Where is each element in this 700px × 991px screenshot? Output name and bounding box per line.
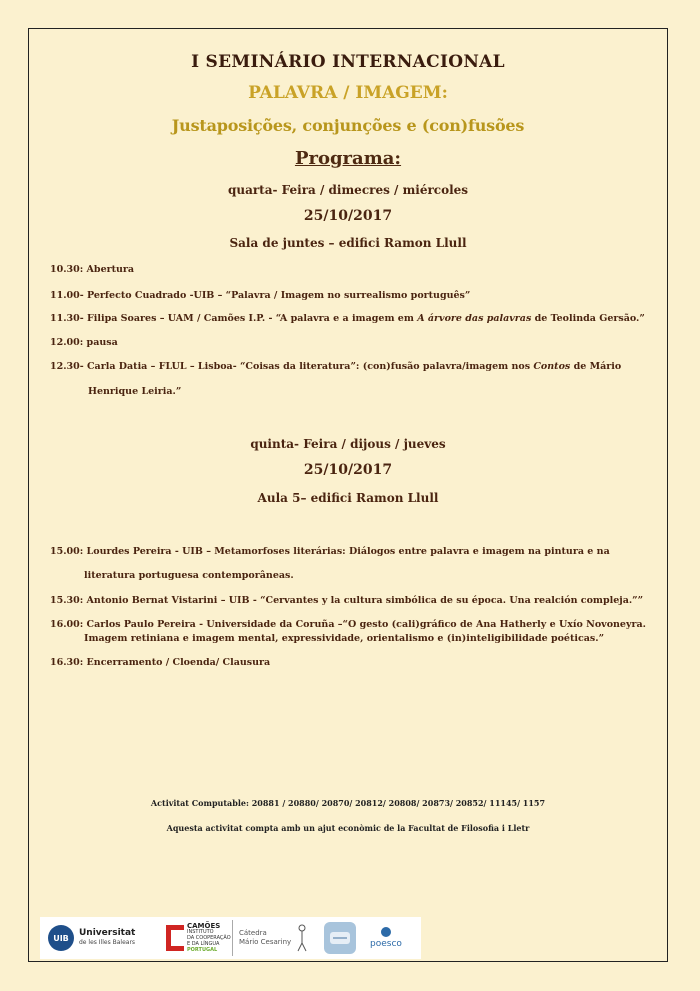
uib-subname: de les Illes Balears	[79, 939, 136, 946]
camoes-c-icon	[166, 925, 184, 951]
day1-item-soares: 11.30- Filipa Soares – UAM / Camões I.P. - “A palavra e a imagem em A árvore das palavras de Teolinda Gersão.”	[50, 313, 645, 324]
theme-title: PALAVRA / IMAGEM:	[248, 83, 448, 103]
day2-weekday: quinta- Feira / dijous / jueves	[250, 437, 446, 451]
figure-icon	[295, 923, 309, 953]
day1-item-cuadrado: 11.00- Perfecto Cuadrado -UIB – “Palavra / Imagem no surrealismo português”	[50, 290, 471, 301]
catedra-line2: Mário Cesariny	[239, 938, 292, 946]
computable-codes: Activitat Computable: 20881 / 20880/ 20870/ 20812/ 20808/ 20873/ 20852/ 11145/ 1157	[150, 798, 546, 808]
day2-item-pereira-cont: literatura portuguesa contemporâneas.	[84, 570, 294, 581]
day1-date: 25/10/2017	[303, 208, 393, 224]
day1-item-datia: 12.30- Carla Datia – FLUL – Lisboa- “Coisas da literatura”: (con)fusão palavra/imagem nos Contos de Mário	[50, 361, 622, 372]
day2-item-carlos-cont: Imagem retiniana e imagem mental, expressividade, orientalismo e (in)inteligibilidade poéticas.”	[84, 633, 605, 644]
camoes-sub1: INSTITUTO	[187, 929, 214, 935]
poesco-name: poesco	[370, 939, 402, 949]
day1-item-opening: 10.30: Abertura	[50, 264, 135, 275]
seminar-title: I SEMINÁRIO INTERNACIONAL	[191, 52, 505, 72]
uib-name: Universitat	[79, 928, 136, 938]
catedra-line1: Cátedra	[239, 929, 267, 937]
day2-venue: Aula 5– edifici Ramon Llull	[257, 491, 439, 505]
uib-logo	[40, 920, 160, 956]
day1-item-datia-cont: Henrique Leiria.”	[88, 386, 182, 397]
camoes-logo	[160, 920, 232, 956]
day2-item-bernat: 15.30: Antonio Bernat Vistarini – UIB - “Cervantes y la cultura simbólica de su época. Una realción compleja.””	[50, 595, 644, 606]
day2-item-carlos: 16.00: Carlos Paulo Pereira - Universidade da Coruña –“O gesto (cali)gráfico de Ana Hatherly e Uxío Novoneyra.	[50, 619, 646, 630]
poesco-logo	[370, 927, 402, 949]
catedra-logo	[232, 920, 312, 956]
theme-subtitle: Justaposições, conjunções e (con)fusões	[171, 116, 525, 135]
poesco-dot-icon	[381, 927, 391, 937]
day2-item-pereira: 15.00: Lourdes Pereira - UIB – Metamorfoses literárias: Diálogos entre palavra e imagem na pintura e na	[50, 546, 610, 557]
partner-badge-icon	[324, 922, 356, 954]
day2-item-closing: 16.30: Encerramento / Cloenda/ Clausura	[50, 657, 271, 668]
day1-venue: Sala de juntes – edifici Ramon Llull	[229, 236, 467, 250]
day1-weekday: quarta- Feira / dimecres / miércoles	[227, 183, 469, 197]
camoes-sub2: DA COOPERAÇÃO	[187, 935, 231, 941]
badge-emblem-icon	[328, 928, 352, 948]
sponsor-logos	[40, 917, 421, 959]
camoes-sub3: E DA LÍNGUA	[187, 941, 220, 947]
camoes-name: CAMÕES	[187, 922, 221, 930]
uib-emblem-icon: UIB	[48, 925, 74, 951]
camoes-country: PORTUGAL	[187, 947, 218, 953]
funding-note: Aquesta activitat compta amb un ajut econòmic de la Facultat de Filosofia i Lletr	[166, 823, 530, 833]
day2-date: 25/10/2017	[303, 462, 393, 478]
program-heading: Programa:	[294, 148, 402, 169]
day1-item-break: 12.00: pausa	[50, 337, 118, 348]
